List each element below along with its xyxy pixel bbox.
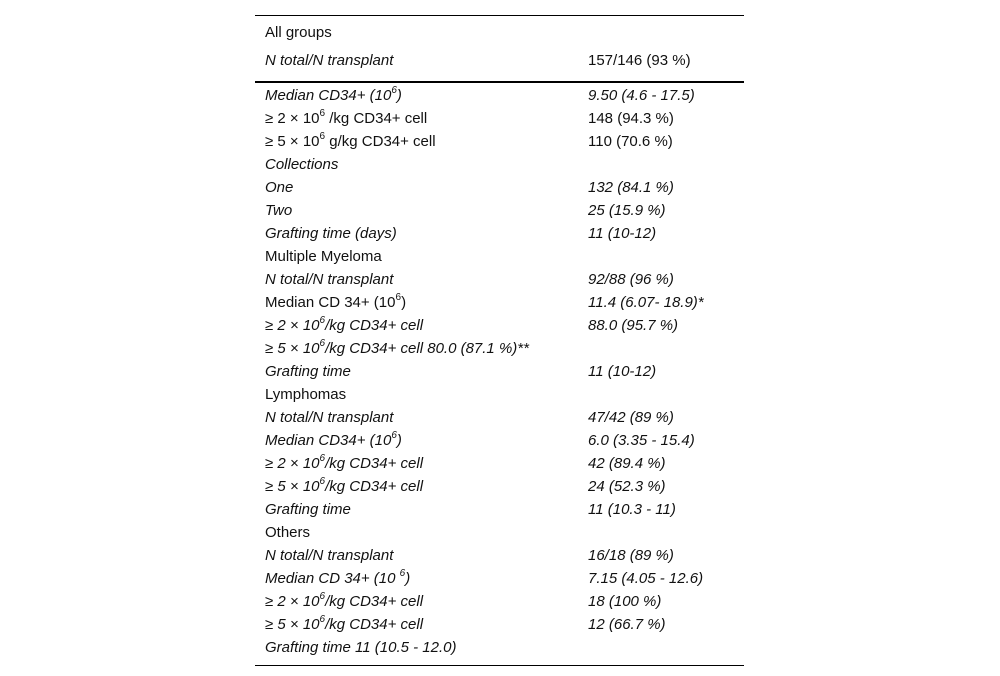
table-row — [255, 406, 744, 429]
row-value: 9.50 (4.6 - 17.5) — [588, 87, 695, 104]
group-heading-row — [255, 383, 744, 406]
row-label: One — [265, 179, 294, 196]
table-row — [255, 153, 744, 176]
table-header — [255, 16, 744, 83]
table-row — [255, 475, 744, 498]
row-label: Median $CD34+ (10^6)$ — [265, 430, 402, 449]
row-label: Grafting time (days) — [265, 225, 397, 242]
row-label: N total/N transplant — [265, 271, 394, 288]
row-label: ≥ $2 \times 10^6$ /kg CD34+ cell — [265, 108, 428, 127]
row-value: 11.4 (6.07- 18.9)* — [588, 294, 704, 311]
row-label: Two — [265, 202, 293, 219]
header-group-label: All groups — [265, 24, 332, 41]
table-row — [255, 107, 744, 130]
table-row — [255, 84, 744, 107]
header-group-row — [255, 21, 744, 45]
row-value: 6.0 (3.35 - 15.4) — [588, 432, 695, 449]
row-label: ≥ $5 \times 10^6/kg$ CD34+ cell — [265, 614, 424, 633]
row-label: ≥ $5 \times 10^6$ g/kg CD34+ cell — [265, 131, 436, 150]
group-heading-row — [255, 521, 744, 544]
row-value: 24 (52.3 %) — [588, 478, 666, 495]
group-heading-row — [255, 245, 744, 268]
row-value: 11 (10-12) — [588, 225, 657, 242]
table-body — [255, 83, 744, 665]
table-row — [255, 291, 744, 314]
group-heading: Lymphomas — [265, 386, 347, 403]
table-row — [255, 176, 744, 199]
row-value: 88.0 (95.7 %) — [588, 317, 679, 334]
header-n-label: N total/N transplant — [265, 52, 394, 69]
row-label: N total/N transplant — [265, 409, 394, 426]
table-row — [255, 337, 744, 360]
table-row — [255, 314, 744, 337]
table-row — [255, 498, 744, 521]
row-label: ≥ $2 \times 10^6/kg$ CD34+ cell — [265, 315, 424, 334]
row-label: N total/N transplant — [265, 547, 394, 564]
row-value: 92/88 (96 %) — [588, 271, 674, 288]
row-value: 12 (66.7 %) — [588, 616, 666, 633]
row-label: ≥ $2 \times 10^6/kg$ CD34+ cell — [265, 591, 424, 610]
row-value: 7.15 (4.05 - 12.6) — [588, 570, 704, 587]
table-row — [255, 130, 744, 153]
table-row — [255, 360, 744, 383]
row-value: 11 (10-12) — [588, 363, 657, 380]
row-value: 110 (70.6 %) — [588, 133, 673, 150]
header-n-row — [255, 45, 744, 75]
row-label: Grafting time — [265, 363, 351, 380]
row-label: ≥ $5 \times 10^6/kg$ CD34+ cell 80.0 (87.1 %)** — [265, 338, 529, 357]
row-label: Grafting time — [265, 501, 351, 518]
row-label: Median CD $34+ (10^6)$ — [265, 292, 407, 311]
table-row — [255, 429, 744, 452]
row-label: Median $CD34+ (10^6)$ — [265, 85, 402, 104]
data-table — [255, 15, 744, 666]
row-label: Median CD 34+ (10 $^6$) — [265, 568, 411, 587]
table-row — [255, 222, 744, 245]
table-row — [255, 613, 744, 636]
header-n-value: 157/146 (93 %) — [588, 52, 691, 69]
table-row — [255, 590, 744, 613]
row-label: Grafting time 11 (10.5 - 12.0) — [265, 639, 457, 656]
table-row — [255, 567, 744, 590]
row-label: ≥ $5 \times 10^6/kg$ CD34+ cell — [265, 476, 424, 495]
row-value: 11 (10.3 - 11) — [588, 501, 676, 518]
row-value: 16/18 (89 %) — [588, 547, 674, 564]
row-value: 25 (15.9 %) — [588, 202, 666, 219]
table-row — [255, 452, 744, 475]
table-row — [255, 268, 744, 291]
row-value: 132 (84.1 %) — [588, 179, 674, 196]
row-value: 148 (94.3 %) — [588, 110, 674, 127]
table-row — [255, 544, 744, 567]
table-row — [255, 636, 744, 659]
group-heading: Others — [265, 524, 311, 541]
row-value: 18 (100 %) — [588, 593, 662, 610]
row-value: 47/42 (89 %) — [588, 409, 674, 426]
group-heading: Multiple Myeloma — [265, 248, 382, 265]
row-label: Collections — [265, 156, 339, 173]
row-value: 42 (89.4 %) — [588, 455, 666, 472]
table-row — [255, 199, 744, 222]
row-label: ≥ $2 \times 10^6/kg$ CD34+ cell — [265, 453, 424, 472]
